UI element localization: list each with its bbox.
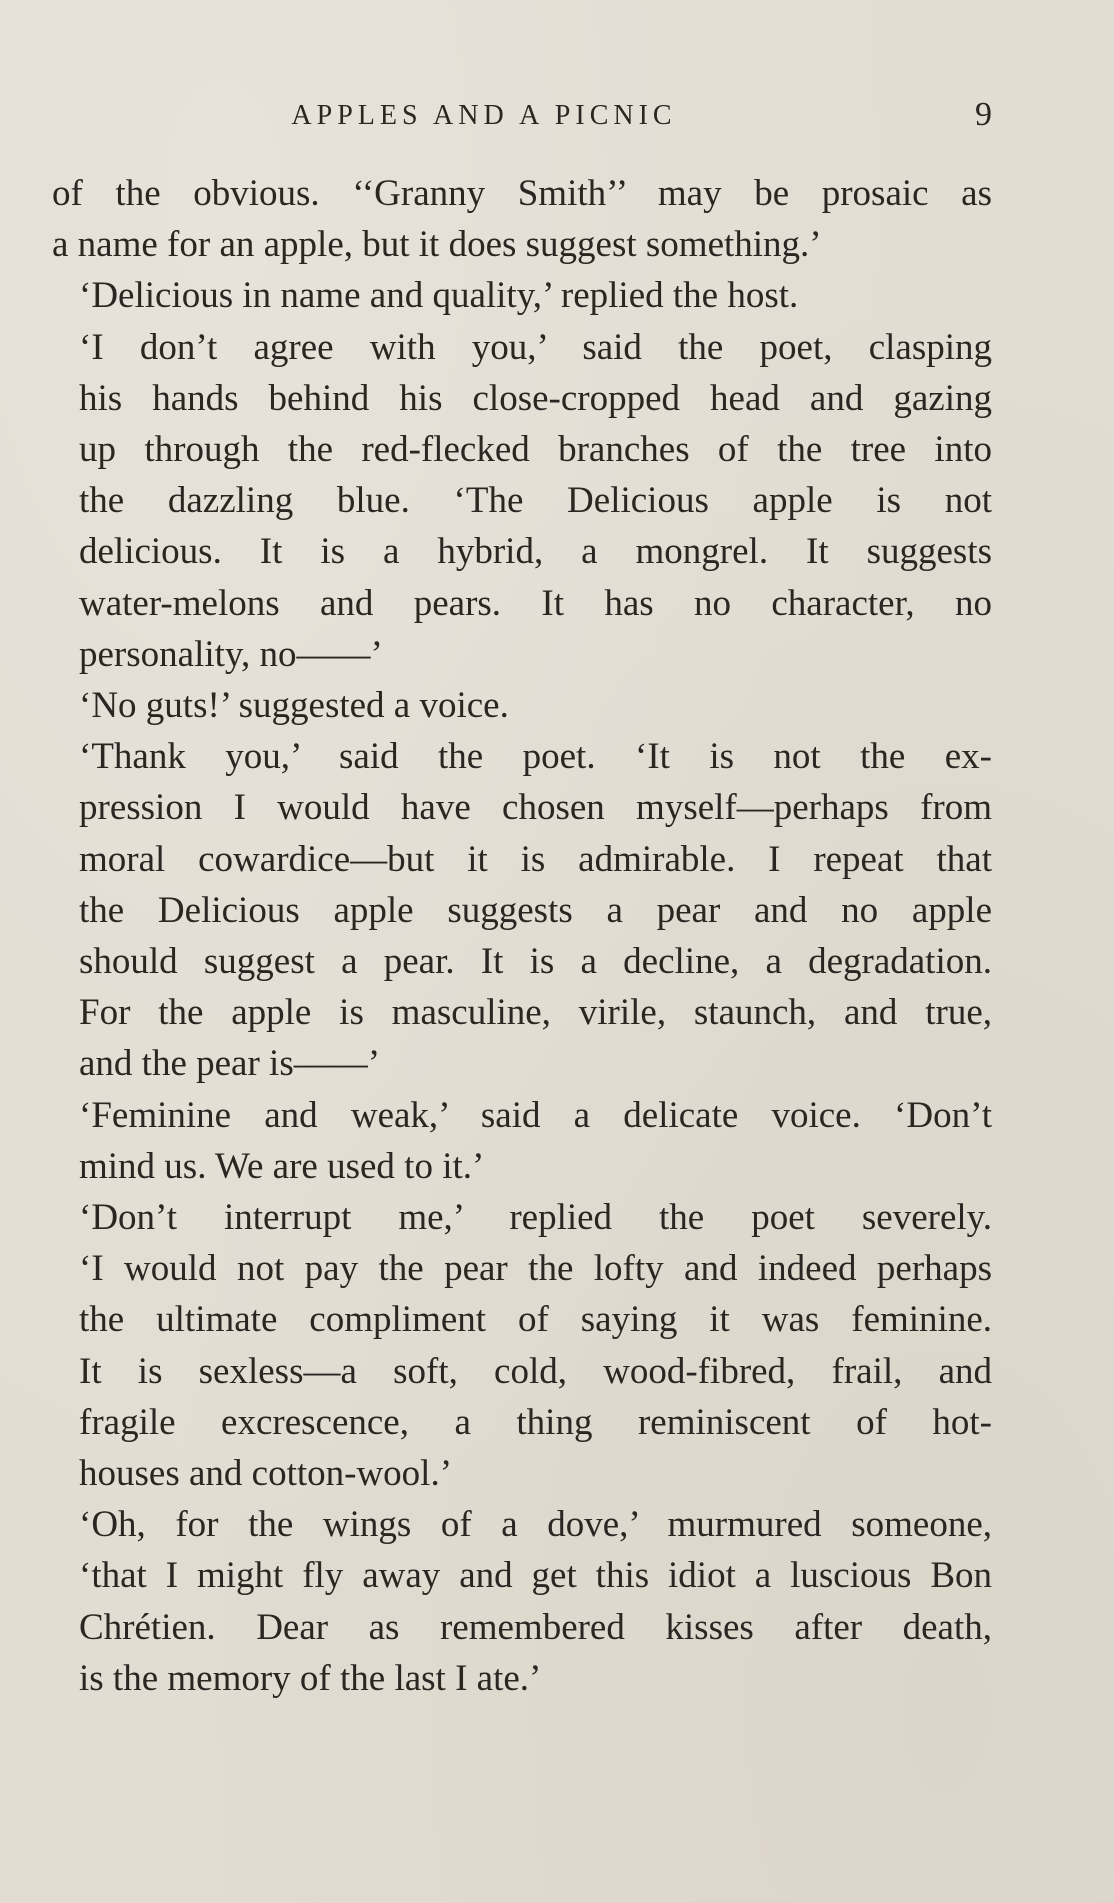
body-text bbox=[52, 168, 992, 1704]
text-line: ‘Oh, for the wings of a dove,’ murmured someone, bbox=[79, 1504, 992, 1546]
text-line: It is sexless—a soft, cold, wood-fibred, frail, and bbox=[79, 1350, 992, 1392]
text-line: Chrétien. Dear as remembered kisses after death, bbox=[79, 1606, 992, 1648]
text-line: and the pear is——’ bbox=[79, 1043, 381, 1085]
paragraph bbox=[52, 322, 992, 680]
text-line: the ultimate compliment of saying it was feminine. bbox=[79, 1299, 992, 1341]
page-number: 9 bbox=[975, 96, 992, 133]
text-line: ‘Don’t interrupt me,’ replied the poet severely. bbox=[79, 1197, 992, 1239]
text-line: up through the red-flecked branches of the tree into bbox=[79, 429, 992, 471]
text-line: should suggest a pear. It is a decline, a degradation. bbox=[79, 941, 992, 983]
text-line: ‘Thank you,’ said the poet. ‘It is not the ex- bbox=[79, 736, 992, 778]
text-line: fragile excrescence, a thing reminiscent of hot- bbox=[79, 1401, 992, 1443]
text-line: mind us. We are used to it.’ bbox=[79, 1145, 485, 1187]
text-line: houses and cotton-wool.’ bbox=[79, 1453, 453, 1495]
text-line: a name for an apple, but it does suggest something.’ bbox=[52, 224, 822, 266]
text-line: his hands behind his close-cropped head and gazing bbox=[79, 377, 992, 419]
text-line: personality, no——’ bbox=[79, 633, 383, 675]
running-head bbox=[52, 96, 992, 140]
running-title: APPLES AND A PICNIC bbox=[291, 100, 677, 131]
paragraph bbox=[52, 168, 992, 270]
text-line: ‘I would not pay the pear the lofty and indeed perhaps bbox=[79, 1248, 992, 1290]
text-line: ‘Delicious in name and quality,’ replied the host. bbox=[79, 275, 799, 317]
text-line: the dazzling blue. ‘The Delicious apple is not bbox=[79, 480, 992, 522]
text-line: delicious. It is a hybrid, a mongrel. It suggests bbox=[79, 531, 992, 573]
paragraph bbox=[52, 1090, 992, 1192]
text-line: pression I would have chosen myself—perhaps from bbox=[79, 787, 992, 829]
paragraph bbox=[52, 680, 992, 731]
text-line: of the obvious. ‘‘Granny Smith’’ may be prosaic as bbox=[52, 173, 992, 214]
text-line: ‘I don’t agree with you,’ said the poet, clasping bbox=[79, 326, 992, 368]
text-line: is the memory of the last I ate.’ bbox=[79, 1657, 542, 1699]
text-line: ‘that I might fly away and get this idiot a luscious Bon bbox=[79, 1555, 992, 1597]
text-line: ‘No guts!’ suggested a voice. bbox=[79, 685, 509, 727]
paragraph bbox=[52, 1192, 992, 1499]
text-line: the Delicious apple suggests a pear and no apple bbox=[79, 889, 992, 931]
text-line: ‘Feminine and weak,’ said a delicate voice. ‘Don’t bbox=[79, 1094, 992, 1136]
paragraph bbox=[52, 731, 992, 1089]
paragraph bbox=[52, 1499, 992, 1704]
text-line: water-melons and pears. It has no character, no bbox=[79, 582, 992, 624]
text-line: moral cowardice—but it is admirable. I repeat that bbox=[79, 838, 992, 880]
text-line: For the apple is masculine, virile, staunch, and true, bbox=[79, 992, 992, 1034]
paragraph bbox=[52, 270, 992, 321]
